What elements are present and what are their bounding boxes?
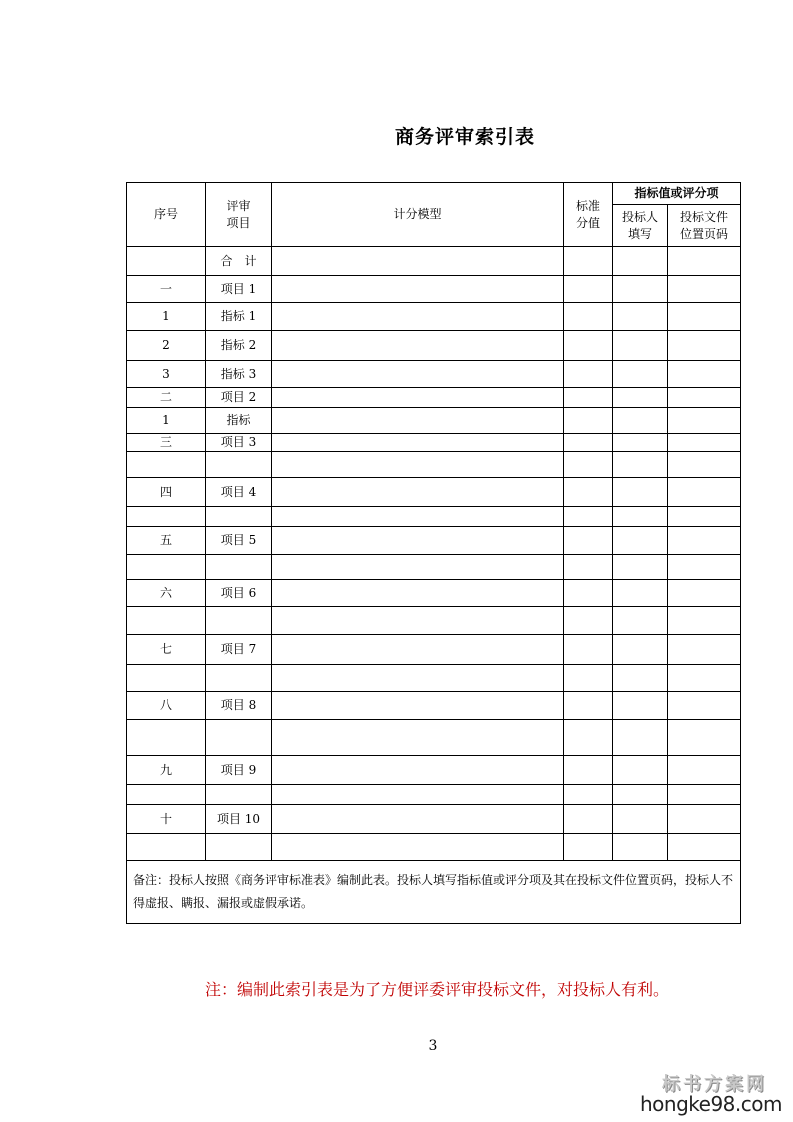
row-standard-score	[564, 834, 613, 861]
row-scoring-model	[272, 635, 564, 665]
row-page-location	[668, 756, 741, 785]
row-seq	[127, 607, 206, 635]
row-bidder-fill	[613, 388, 668, 408]
row-seq: 二	[127, 388, 206, 408]
header-row-1	[127, 183, 741, 205]
row-bidder-fill	[613, 555, 668, 580]
row-seq	[127, 555, 206, 580]
row-bidder-fill	[613, 834, 668, 861]
table-row	[127, 388, 741, 408]
table-row	[127, 720, 741, 756]
row-standard-score	[564, 303, 613, 331]
row-seq: 三	[127, 434, 206, 452]
header-scoring-model: 计分模型	[272, 183, 564, 247]
header-seq: 序号	[127, 183, 206, 247]
row-seq	[127, 452, 206, 478]
row-standard-score	[564, 805, 613, 834]
row-scoring-model	[272, 527, 564, 555]
row-standard-score	[564, 555, 613, 580]
row-page-location	[668, 692, 741, 720]
row-seq	[127, 785, 206, 805]
row-page-location	[668, 635, 741, 665]
row-seq	[127, 720, 206, 756]
row-scoring-model	[272, 434, 564, 452]
document-title: 商务评审索引表	[394, 126, 535, 148]
row-seq: 2	[127, 331, 206, 361]
header-indicator-group: 指标值或评分项	[613, 183, 741, 205]
row-standard-score	[564, 580, 613, 607]
row-seq	[127, 834, 206, 861]
row-scoring-model	[272, 408, 564, 434]
row-page-location	[668, 303, 741, 331]
row-bidder-fill	[613, 331, 668, 361]
table-body	[127, 247, 741, 861]
row-standard-score	[564, 388, 613, 408]
row-page-location	[668, 276, 741, 303]
row-standard-score	[564, 434, 613, 452]
row-bidder-fill	[613, 434, 668, 452]
row-scoring-model	[272, 478, 564, 507]
row-review-item	[206, 785, 272, 805]
row-review-item	[206, 665, 272, 692]
table-row	[127, 303, 741, 331]
row-bidder-fill	[613, 408, 668, 434]
table-row	[127, 276, 741, 303]
row-standard-score	[564, 785, 613, 805]
row-bidder-fill	[613, 785, 668, 805]
row-page-location	[668, 834, 741, 861]
row-standard-score	[564, 756, 613, 785]
table-row	[127, 452, 741, 478]
row-bidder-fill	[613, 276, 668, 303]
row-bidder-fill	[613, 247, 668, 276]
row-review-item: 项目 9	[206, 756, 272, 785]
header-standard-score: 标准 分值	[564, 183, 613, 247]
row-page-location	[668, 785, 741, 805]
table-row	[127, 408, 741, 434]
row-seq: 七	[127, 635, 206, 665]
row-bidder-fill	[613, 720, 668, 756]
row-bidder-fill	[613, 478, 668, 507]
row-seq	[127, 665, 206, 692]
row-review-item	[206, 607, 272, 635]
row-review-item	[206, 834, 272, 861]
row-bidder-fill	[613, 805, 668, 834]
row-review-item: 项目 5	[206, 527, 272, 555]
row-seq: 十	[127, 805, 206, 834]
row-review-item	[206, 555, 272, 580]
row-review-item: 项目 4	[206, 478, 272, 507]
row-scoring-model	[272, 388, 564, 408]
row-page-location	[668, 665, 741, 692]
header-review-item: 评审 项目	[206, 183, 272, 247]
row-standard-score	[564, 478, 613, 507]
row-seq: 九	[127, 756, 206, 785]
row-scoring-model	[272, 276, 564, 303]
row-review-item: 项目 2	[206, 388, 272, 408]
table-row	[127, 805, 741, 834]
table-row	[127, 756, 741, 785]
note-row	[127, 861, 741, 924]
table-row	[127, 361, 741, 388]
table-row	[127, 478, 741, 507]
row-bidder-fill	[613, 665, 668, 692]
row-scoring-model	[272, 247, 564, 276]
row-scoring-model	[272, 805, 564, 834]
row-seq: 一	[127, 276, 206, 303]
table-row	[127, 507, 741, 527]
row-review-item	[206, 452, 272, 478]
table-row	[127, 785, 741, 805]
row-review-item: 项目 3	[206, 434, 272, 452]
table-row	[127, 692, 741, 720]
row-bidder-fill	[613, 692, 668, 720]
row-bidder-fill	[613, 527, 668, 555]
row-page-location	[668, 434, 741, 452]
row-standard-score	[564, 607, 613, 635]
row-page-location	[668, 452, 741, 478]
row-scoring-model	[272, 607, 564, 635]
row-page-location	[668, 361, 741, 388]
row-page-location	[668, 247, 741, 276]
table-row	[127, 834, 741, 861]
row-standard-score	[564, 635, 613, 665]
table-row	[127, 635, 741, 665]
row-page-location	[668, 527, 741, 555]
row-scoring-model	[272, 785, 564, 805]
row-seq: 3	[127, 361, 206, 388]
table-row	[127, 607, 741, 635]
row-scoring-model	[272, 555, 564, 580]
row-page-location	[668, 720, 741, 756]
row-review-item: 项目 8	[206, 692, 272, 720]
row-review-item: 项目 1	[206, 276, 272, 303]
row-standard-score	[564, 692, 613, 720]
row-page-location	[668, 555, 741, 580]
row-scoring-model	[272, 303, 564, 331]
table-row	[127, 580, 741, 607]
row-page-location	[668, 388, 741, 408]
row-standard-score	[564, 452, 613, 478]
row-seq	[127, 507, 206, 527]
row-standard-score	[564, 276, 613, 303]
row-seq: 四	[127, 478, 206, 507]
row-page-location	[668, 607, 741, 635]
row-bidder-fill	[613, 361, 668, 388]
row-standard-score	[564, 408, 613, 434]
row-scoring-model	[272, 692, 564, 720]
row-review-item: 项目 10	[206, 805, 272, 834]
row-review-item	[206, 720, 272, 756]
row-page-location	[668, 580, 741, 607]
header-page-location: 投标文件 位置页码	[668, 205, 741, 247]
row-seq: 八	[127, 692, 206, 720]
red-footnote: 注：编制此索引表是为了方便评委评审投标文件，对投标人有利。	[205, 980, 670, 999]
row-seq: 六	[127, 580, 206, 607]
row-page-location	[668, 507, 741, 527]
watermark-url: hongke98.com	[640, 1092, 782, 1116]
row-standard-score	[564, 720, 613, 756]
row-bidder-fill	[613, 756, 668, 785]
row-page-location	[668, 478, 741, 507]
row-review-item	[206, 507, 272, 527]
row-standard-score	[564, 331, 613, 361]
row-review-item: 指标	[206, 408, 272, 434]
note-text: 备注：投标人按照《商务评审标准表》编制此表。投标人填写指标值或评分项及其在投标文件位置页码，投标人不得虚报、瞒报、漏报或虚假承诺。	[127, 861, 741, 924]
row-review-item: 指标 1	[206, 303, 272, 331]
header-bidder-fill: 投标人 填写	[613, 205, 668, 247]
table-row	[127, 247, 741, 276]
row-review-item: 项目 7	[206, 635, 272, 665]
row-scoring-model	[272, 834, 564, 861]
row-scoring-model	[272, 507, 564, 527]
row-bidder-fill	[613, 607, 668, 635]
row-bidder-fill	[613, 303, 668, 331]
row-standard-score	[564, 507, 613, 527]
row-bidder-fill	[613, 580, 668, 607]
table-row	[127, 555, 741, 580]
watermark-logo-text: 标书方案网	[662, 1074, 767, 1095]
row-review-item: 项目 6	[206, 580, 272, 607]
row-scoring-model	[272, 756, 564, 785]
row-standard-score	[564, 247, 613, 276]
page-number: 3	[428, 1038, 438, 1054]
row-scoring-model	[272, 452, 564, 478]
row-bidder-fill	[613, 452, 668, 478]
row-standard-score	[564, 665, 613, 692]
row-bidder-fill	[613, 507, 668, 527]
row-standard-score	[564, 527, 613, 555]
table-row	[127, 434, 741, 452]
row-scoring-model	[272, 361, 564, 388]
row-scoring-model	[272, 331, 564, 361]
row-bidder-fill	[613, 635, 668, 665]
row-page-location	[668, 331, 741, 361]
table-row	[127, 665, 741, 692]
row-review-item: 合 计	[206, 247, 272, 276]
table-row	[127, 527, 741, 555]
commercial-review-index-table	[126, 182, 741, 924]
row-scoring-model	[272, 720, 564, 756]
table-row	[127, 331, 741, 361]
row-seq: 1	[127, 408, 206, 434]
row-seq	[127, 247, 206, 276]
row-seq: 五	[127, 527, 206, 555]
row-standard-score	[564, 361, 613, 388]
row-review-item: 指标 2	[206, 331, 272, 361]
row-seq: 1	[127, 303, 206, 331]
row-page-location	[668, 805, 741, 834]
row-scoring-model	[272, 665, 564, 692]
row-review-item: 指标 3	[206, 361, 272, 388]
row-page-location	[668, 408, 741, 434]
row-scoring-model	[272, 580, 564, 607]
